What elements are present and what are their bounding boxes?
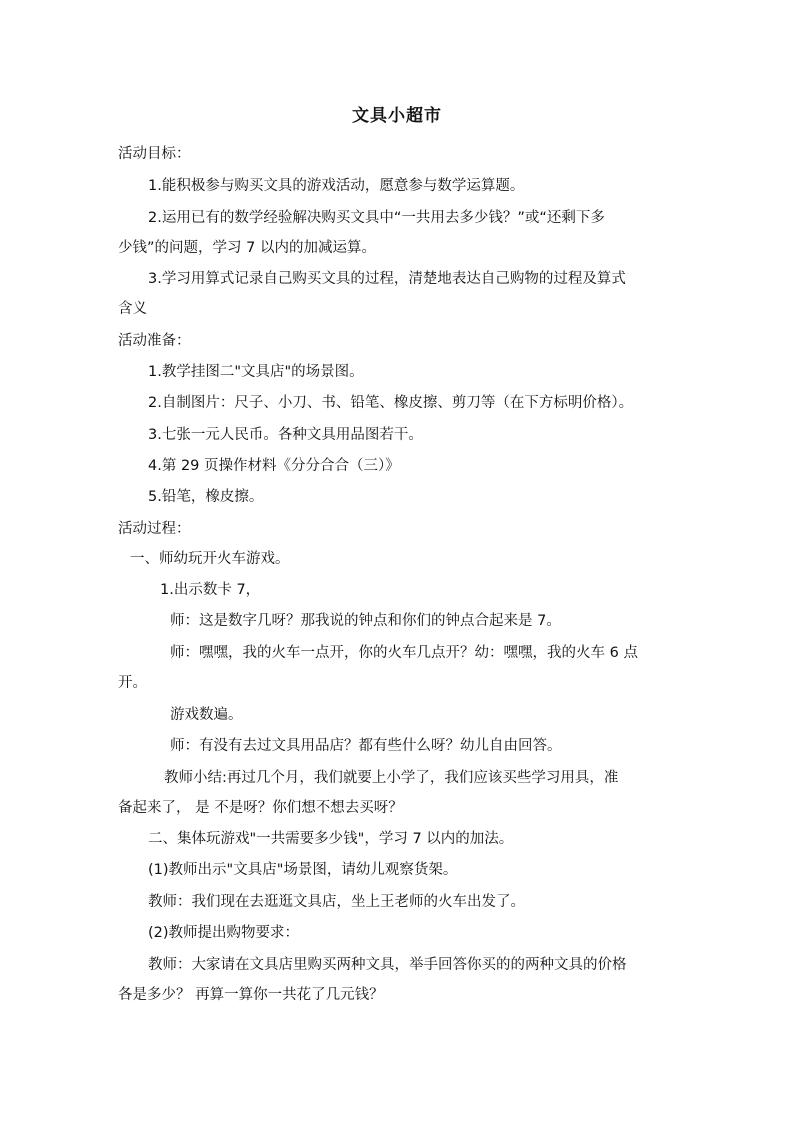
prep-item-2: 2.自制图片：尺子、小刀、书、铅笔、橡皮擦、剪刀等（在下方标明价格）。 (148, 395, 634, 411)
process-part-2-teacher-1: 教师：我们现在去逛逛文具店，坐上王老师的火车出发了。 (148, 894, 525, 910)
process-teacher-line-2b: 开。 (118, 675, 147, 691)
goal-item-2-line-2: 少钱”的问题，学习 7 以内的加减运算。 (118, 240, 376, 256)
process-heading: 活动过程： (118, 521, 191, 537)
goal-heading: 活动目标： (118, 146, 191, 162)
process-part-1-title: 一、师幼玩开火车游戏。 (130, 551, 290, 567)
goal-item-2-line-1: 2.运用已有的数学经验解决购买文具中“一共用去多少钱？”或“还剩下多 (148, 210, 605, 226)
process-part-2-title: 二、集体玩游戏"一共需要多少钱"，学习 7 以内的加法。 (148, 831, 514, 847)
prep-heading: 活动准备： (118, 333, 191, 349)
document-title: 文具小超市 (352, 106, 442, 126)
prep-item-3: 3.七张一元人民币。各种文具用品图若干。 (148, 427, 423, 443)
goal-item-3-line-2: 含义 (118, 301, 147, 317)
process-step-1: 1.出示数卡 7， (160, 582, 261, 598)
process-teacher-line-1: 师：这是数字几呀？那我说的钟点和你们的钟点合起来是 7。 (170, 613, 561, 629)
process-part-2-step-2: (2)教师提出购物要求： (148, 925, 300, 941)
prep-item-1: 1.教学挂图二"文具店"的场景图。 (148, 364, 364, 380)
goal-item-1: 1.能积极参与购买文具的游戏活动，愿意参与数学运算题。 (148, 178, 525, 194)
process-game: 游戏数遍。 (170, 707, 243, 723)
process-part-2-teacher-2a: 教师：大家请在文具店里购买两种文具，举手回答你买的的两种文具的价格 (148, 957, 627, 973)
goal-item-3-line-1: 3.学习用算式记录自己购买文具的过程，清楚地表达自己购物的过程及算式 (148, 271, 626, 287)
process-summary-line-2: 备起来了， 是 不是呀？你们想不想去买呀？ (118, 800, 403, 816)
process-summary-line-1: 教师小结:再过几个月，我们就要上小学了，我们应该买些学习用具，准 (164, 770, 619, 786)
prep-item-4: 4.第 29 页操作材料《分分合合（三）》 (148, 458, 400, 474)
process-teacher-line-2a: 师：嘿嘿，我的火车一点开，你的火车几点开？幼：嘿嘿，我的火车 6 点 (170, 645, 638, 661)
process-teacher-line-3: 师：有没有去过文具用品店？都有些什么呀？幼儿自由回答。 (170, 738, 562, 754)
process-part-2-step-1: (1)教师出示"文具店"场景图，请幼儿观察货架。 (148, 862, 458, 878)
process-part-2-teacher-2b: 各是多少？ 再算一算你一共花了几元钱？ (118, 987, 384, 1003)
prep-item-5: 5.铅笔，橡皮擦。 (148, 489, 264, 505)
